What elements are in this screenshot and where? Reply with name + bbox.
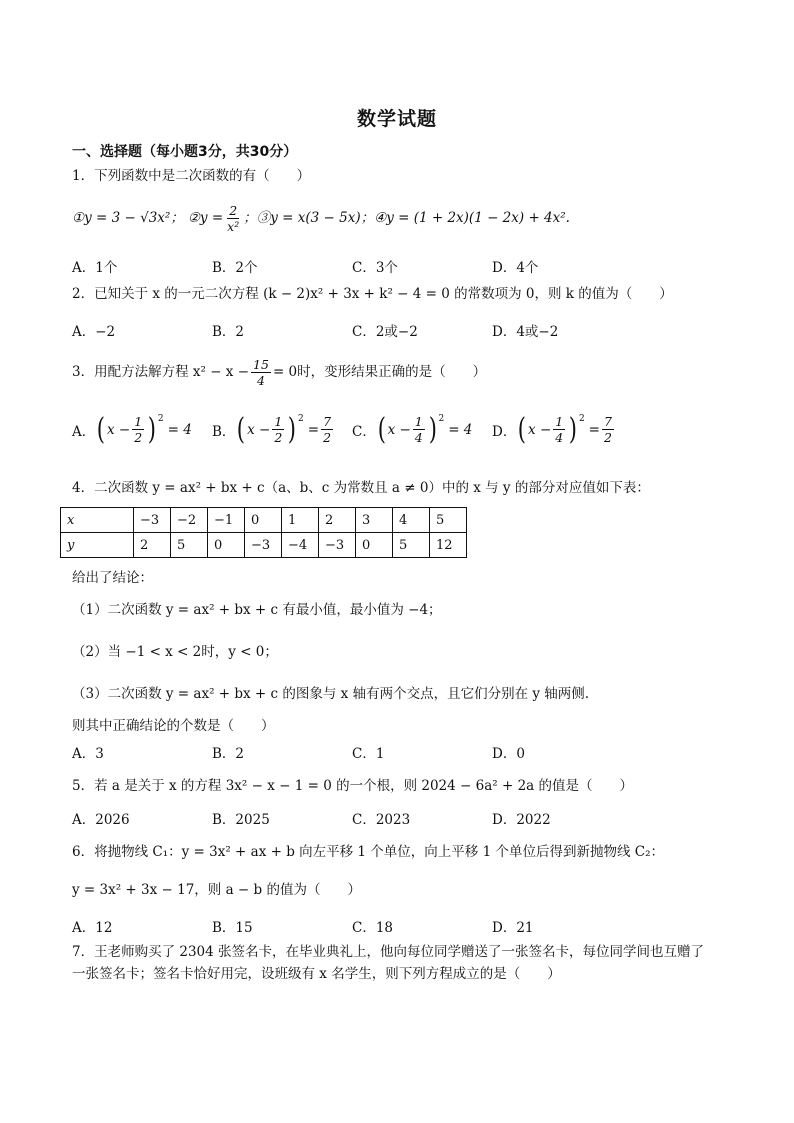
q3-stem-suffix: = 0时，变形结果正确的是（ ） [272, 364, 487, 380]
q3-stem-prefix: 3．用配方法解方程 x² − x − [72, 364, 250, 380]
q3-option-b[interactable]: B． ( x − $\frac{1}{2}$ ) $^2$ = $\frac{7}{2}$ [212, 411, 332, 447]
q4-conclusion-2: （2）当 −1 < x < 2时，y < 0； [72, 644, 278, 660]
q4-conclusion-1: （1）二次函数 y = ax² + bx + c 有最小值，最小值为 −4； [72, 602, 442, 618]
fraction-numerator: 1 [274, 414, 283, 429]
q3-option-c[interactable]: C． ( x − $\frac{1}{4}$ ) $^2$ = 4 [352, 411, 473, 447]
question-2-stem: 2．已知关于 x 的一元二次方程 (k − 2)x² + 3x + k² − 4 = 0 的常数项为 0，则 k 的值为（ ） [72, 286, 673, 302]
table-cell: −3 [134, 508, 171, 533]
table-row-y [61, 533, 467, 558]
option-label: C． [352, 423, 376, 440]
value-table [60, 507, 467, 558]
option-inner: x − [247, 421, 271, 438]
q6-option-a[interactable]: A．12 [72, 920, 113, 936]
table-cell: −1 [208, 508, 245, 533]
q6-option-c[interactable]: C．18 [352, 920, 394, 936]
question-4-stem: 4．二次函数 y = ax² + bx + c（a、b、c 为常数且 a ≠ 0）中的 x 与 y 的部分对应值如下表： [72, 480, 650, 496]
question-2-options [72, 320, 722, 344]
q4-option-d[interactable]: D．0 [492, 746, 525, 762]
question-6-options [72, 916, 722, 940]
question-6-stem-line-1: 6．将抛物线 C₁：y = 3x² + ax + b 向左平移 1 个单位，向上平移 1 个单位后得到新抛物线 C₂： [72, 844, 665, 860]
q1-function-2-fraction [225, 203, 241, 234]
q1-function-2-prefix: ②y = [187, 210, 224, 226]
q3-option-a[interactable]: A． ( x − $\frac{1}{2}$ ) $^2$ = 4 [72, 411, 192, 447]
fraction-numerator: 1 [555, 414, 564, 429]
fraction-numerator: 1 [414, 414, 423, 429]
fraction-denominator: 2 [134, 430, 143, 445]
table-cell: 2 [319, 508, 356, 533]
q4-option-c[interactable]: C．1 [352, 746, 385, 762]
option-inner: x − [106, 421, 131, 438]
fraction-denominator: 2 [603, 430, 612, 445]
table-cell: 5 [430, 508, 467, 533]
fraction-numerator: 7 [603, 414, 612, 429]
q4-conclusion-3: （3）二次函数 y = ax² + bx + c 的图象与 x 轴有两个交点，且它们分别在 y 轴两侧. [72, 686, 590, 702]
fraction-numerator: 1 [134, 414, 143, 429]
table-cell: 5 [171, 533, 208, 558]
option-inner: x − [528, 421, 552, 438]
q3-stem-fraction [251, 357, 271, 388]
question-1-functions [72, 200, 570, 236]
fraction-denominator: 4 [257, 372, 265, 388]
fraction-denominator: 2 [323, 430, 332, 445]
q1-function-3: ；③y = x(3 − 5x)； [243, 210, 375, 226]
section-heading: 一、选择题（每小题3分，共30分） [72, 144, 298, 160]
fraction-numerator: 2 [229, 202, 238, 218]
q2-option-c[interactable]: C．2或−2 [352, 324, 418, 340]
q3-option-d[interactable]: D． ( x − $\frac{1}{4}$ ) $^2$ = $\frac{7}{2}$ [492, 411, 612, 447]
q1-option-c[interactable]: C．3个 [352, 260, 398, 276]
q1-option-a[interactable]: A．1个 [72, 260, 118, 276]
fraction-numerator: 7 [323, 414, 332, 429]
table-row-x [61, 508, 467, 533]
table-cell: 0 [245, 508, 282, 533]
q5-option-c[interactable]: C．2023 [352, 812, 411, 828]
q4-given-text: 给出了结论： [72, 570, 153, 586]
question-6-stem-line-2: y = 3x² + 3x − 17，则 a − b 的值为（ ） [72, 882, 361, 898]
table-cell: −2 [171, 508, 208, 533]
q1-function-1: ①y = 3 − √3x²； [72, 210, 184, 226]
q1-option-b[interactable]: B．2个 [212, 260, 258, 276]
q1-option-d[interactable]: D．4个 [492, 260, 539, 276]
q2-option-a[interactable]: A．−2 [72, 324, 116, 340]
table-cell: 5 [393, 533, 430, 558]
q5-option-a[interactable]: A．2026 [72, 812, 130, 828]
question-3-options [72, 411, 722, 458]
fraction-numerator: 15 [253, 356, 269, 372]
table-cell: 4 [393, 508, 430, 533]
table-header-y: y [61, 533, 134, 558]
table-cell: 0 [208, 533, 245, 558]
table-cell: 12 [430, 533, 467, 558]
question-5-options [72, 808, 722, 832]
question-1-options [72, 256, 722, 280]
q4-option-a[interactable]: A．3 [72, 746, 104, 762]
q4-option-b[interactable]: B．2 [212, 746, 245, 762]
q6-option-d[interactable]: D．21 [492, 920, 534, 936]
q5-option-d[interactable]: D．2022 [492, 812, 551, 828]
option-label: D． [492, 423, 517, 440]
question-3-stem [72, 354, 486, 390]
table-cell: −3 [245, 533, 282, 558]
question-1-stem: 1．下列函数中是二次函数的有（ ） [72, 168, 311, 184]
q5-option-b[interactable]: B．2025 [212, 812, 270, 828]
option-inner: x − [387, 421, 411, 438]
option-label: B． [212, 423, 236, 440]
table-cell: 1 [282, 508, 319, 533]
question-5-stem: 5．若 a 是关于 x 的方程 3x² − x − 1 = 0 的一个根，则 2024 − 6a² + 2a 的值是（ ） [72, 778, 634, 794]
question-4-options [72, 742, 722, 766]
fraction-denominator: 4 [555, 430, 564, 445]
table-cell: 2 [134, 533, 171, 558]
q4-ask: 则其中正确结论的个数是（ ） [72, 718, 275, 734]
table-cell: 3 [356, 508, 393, 533]
option-rhs: = 4 [167, 421, 192, 438]
fraction-denominator: 2 [274, 430, 283, 445]
page-title: 数学试题 [356, 108, 437, 130]
fraction-denominator: x² [227, 218, 240, 234]
fraction-denominator: 4 [414, 430, 423, 445]
table-cell: −3 [319, 533, 356, 558]
option-rhs: = 4 [448, 421, 473, 438]
q2-option-b[interactable]: B．2 [212, 324, 245, 340]
table-cell: 0 [356, 533, 393, 558]
table-cell: −4 [282, 533, 319, 558]
question-7-stem-line-1: 7．王老师购买了 2304 张签名卡，在毕业典礼上，他向每位同学赠送了一张签名卡，每位同学间也互赠了 [72, 944, 705, 960]
q2-option-d[interactable]: D．4或−2 [492, 324, 559, 340]
question-7-stem-line-2: 一张签名卡；签名卡恰好用完，设班级有 x 名学生，则下列方程成立的是（ ） [72, 966, 561, 982]
q6-option-b[interactable]: B．15 [212, 920, 253, 936]
table-header-x: x [61, 508, 134, 533]
option-label: A． [72, 423, 96, 440]
q1-function-4: ④y = (1 + 2x)(1 − 2x) + 4x². [374, 210, 570, 226]
